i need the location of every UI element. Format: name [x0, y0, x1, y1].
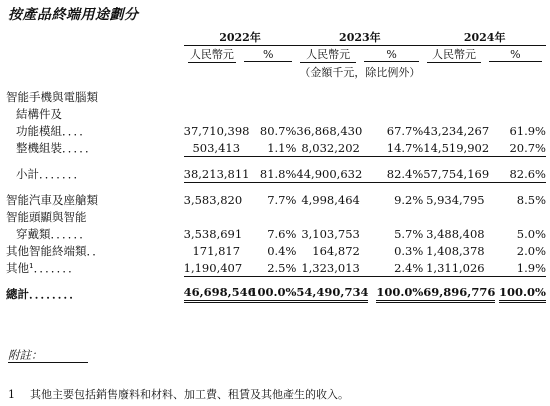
unit-label-2022: 人民幣元 — [188, 46, 236, 63]
subtotal-row — [6, 165, 546, 183]
cell: 100.0% — [499, 285, 546, 303]
cell: 8.5% — [516, 192, 546, 207]
cell: 54,490,734 — [296, 285, 368, 303]
cell: 2.4% — [360, 259, 423, 277]
footnote-number: 1 — [8, 388, 15, 401]
pct-label-2024: % — [489, 48, 542, 62]
row-label: 穿戴類．．．．．． — [16, 226, 91, 241]
pct-label-2022: % — [244, 48, 292, 62]
year-2022: 2022年 — [184, 28, 297, 46]
table-row — [6, 242, 546, 259]
row-label: 整機組裝．．．．． — [16, 140, 97, 155]
row-label: 總計．．．．．．．． — [6, 287, 81, 301]
cell: 1,311,026 — [423, 259, 484, 277]
unit-header-row — [6, 46, 546, 64]
table-row — [6, 88, 546, 105]
footnote — [8, 386, 349, 402]
year-2023: 2023年 — [296, 28, 423, 46]
cell: 5.0% — [516, 226, 546, 241]
row-label: 結構件及 — [16, 106, 62, 121]
cell: 36,868,430 — [296, 123, 363, 138]
cell: 8,032,202 — [296, 139, 359, 157]
cell: 14.7% — [360, 139, 423, 157]
cell: 67.7% — [386, 123, 424, 138]
cell: 1,408,378 — [426, 243, 485, 258]
cell: 4,998,464 — [301, 192, 360, 207]
row-label: 其他¹．．．．．．． — [6, 260, 80, 275]
page-title: 按產品終端用途劃分 — [8, 7, 139, 23]
cell: 0.4% — [267, 243, 297, 258]
cell: 61.9% — [509, 123, 546, 138]
cell: 43,234,267 — [423, 123, 490, 138]
table-row — [6, 105, 546, 122]
cell: 1.1% — [240, 139, 296, 157]
table-row — [6, 122, 546, 139]
table-row — [6, 259, 546, 277]
pct-label-2023: % — [364, 48, 419, 62]
unit-note-row — [6, 63, 546, 80]
cell: 20.7% — [485, 139, 546, 157]
table-row — [6, 191, 546, 208]
cell: 46,698,546 — [184, 285, 256, 303]
row-label: 智能汽車及座艙類 — [6, 192, 98, 207]
total-row — [6, 285, 546, 303]
table-row — [6, 225, 546, 242]
cell: 1,190,407 — [183, 260, 243, 275]
cell: 164,872 — [312, 243, 360, 258]
row-label: 其他智能終端類．． — [6, 243, 104, 258]
cell: 100.0% — [376, 285, 423, 303]
cell: 7.7% — [267, 192, 297, 207]
cell: 503,413 — [184, 139, 240, 157]
cell: 3,583,820 — [183, 192, 243, 207]
year-2024: 2024年 — [423, 28, 546, 46]
cell: 2.0% — [516, 243, 546, 258]
cell: 82.4% — [360, 165, 423, 183]
cell: 57,754,169 — [423, 166, 490, 181]
cell: 5.7% — [394, 226, 424, 241]
cell: 81.8% — [240, 165, 296, 183]
cell: 82.6% — [485, 165, 546, 183]
footnote-text: 其他主要包括銷售廢料和材料、加工費、租賃及其他產生的收入。 — [30, 388, 349, 401]
cell: 3,488,408 — [426, 226, 485, 241]
unit-note: （金額千元，除比例外） — [299, 65, 421, 79]
cell: 0.3% — [394, 243, 424, 258]
cell: 14,519,902 — [423, 140, 490, 155]
cell: 38,213,811 — [183, 166, 250, 181]
cell: 5,934,795 — [426, 192, 485, 207]
year-header-row — [6, 28, 546, 46]
cell: 37,710,398 — [183, 123, 250, 138]
unit-label-2024: 人民幣元 — [427, 46, 480, 63]
unit-label-2023: 人民幣元 — [300, 46, 355, 63]
row-label: 智能頭顯與智能 — [6, 209, 87, 224]
cell: 1.9% — [485, 259, 546, 277]
cell: 171,817 — [192, 243, 241, 258]
row-label: 小計．．．．．．． — [16, 166, 85, 181]
row-label: 功能模組．．．． — [16, 123, 91, 138]
cell: 69,896,776 — [423, 285, 495, 303]
row-label: 智能手機與電腦類 — [6, 89, 98, 104]
cell: 100.0% — [249, 285, 296, 303]
cell: 80.7% — [259, 123, 297, 138]
table-row — [6, 208, 546, 225]
cell: 3,103,753 — [301, 226, 360, 241]
cell: 44,900,632 — [296, 166, 363, 181]
footer-divider — [8, 362, 88, 363]
table-row — [6, 139, 546, 157]
cell: 7.6% — [267, 226, 297, 241]
revenue-table — [6, 28, 546, 303]
cell: 2.5% — [240, 259, 296, 277]
cell: 1,323,013 — [296, 259, 359, 277]
footer-title: 附註： — [8, 348, 43, 362]
cell: 3,538,691 — [183, 226, 243, 241]
cell: 9.2% — [394, 192, 424, 207]
